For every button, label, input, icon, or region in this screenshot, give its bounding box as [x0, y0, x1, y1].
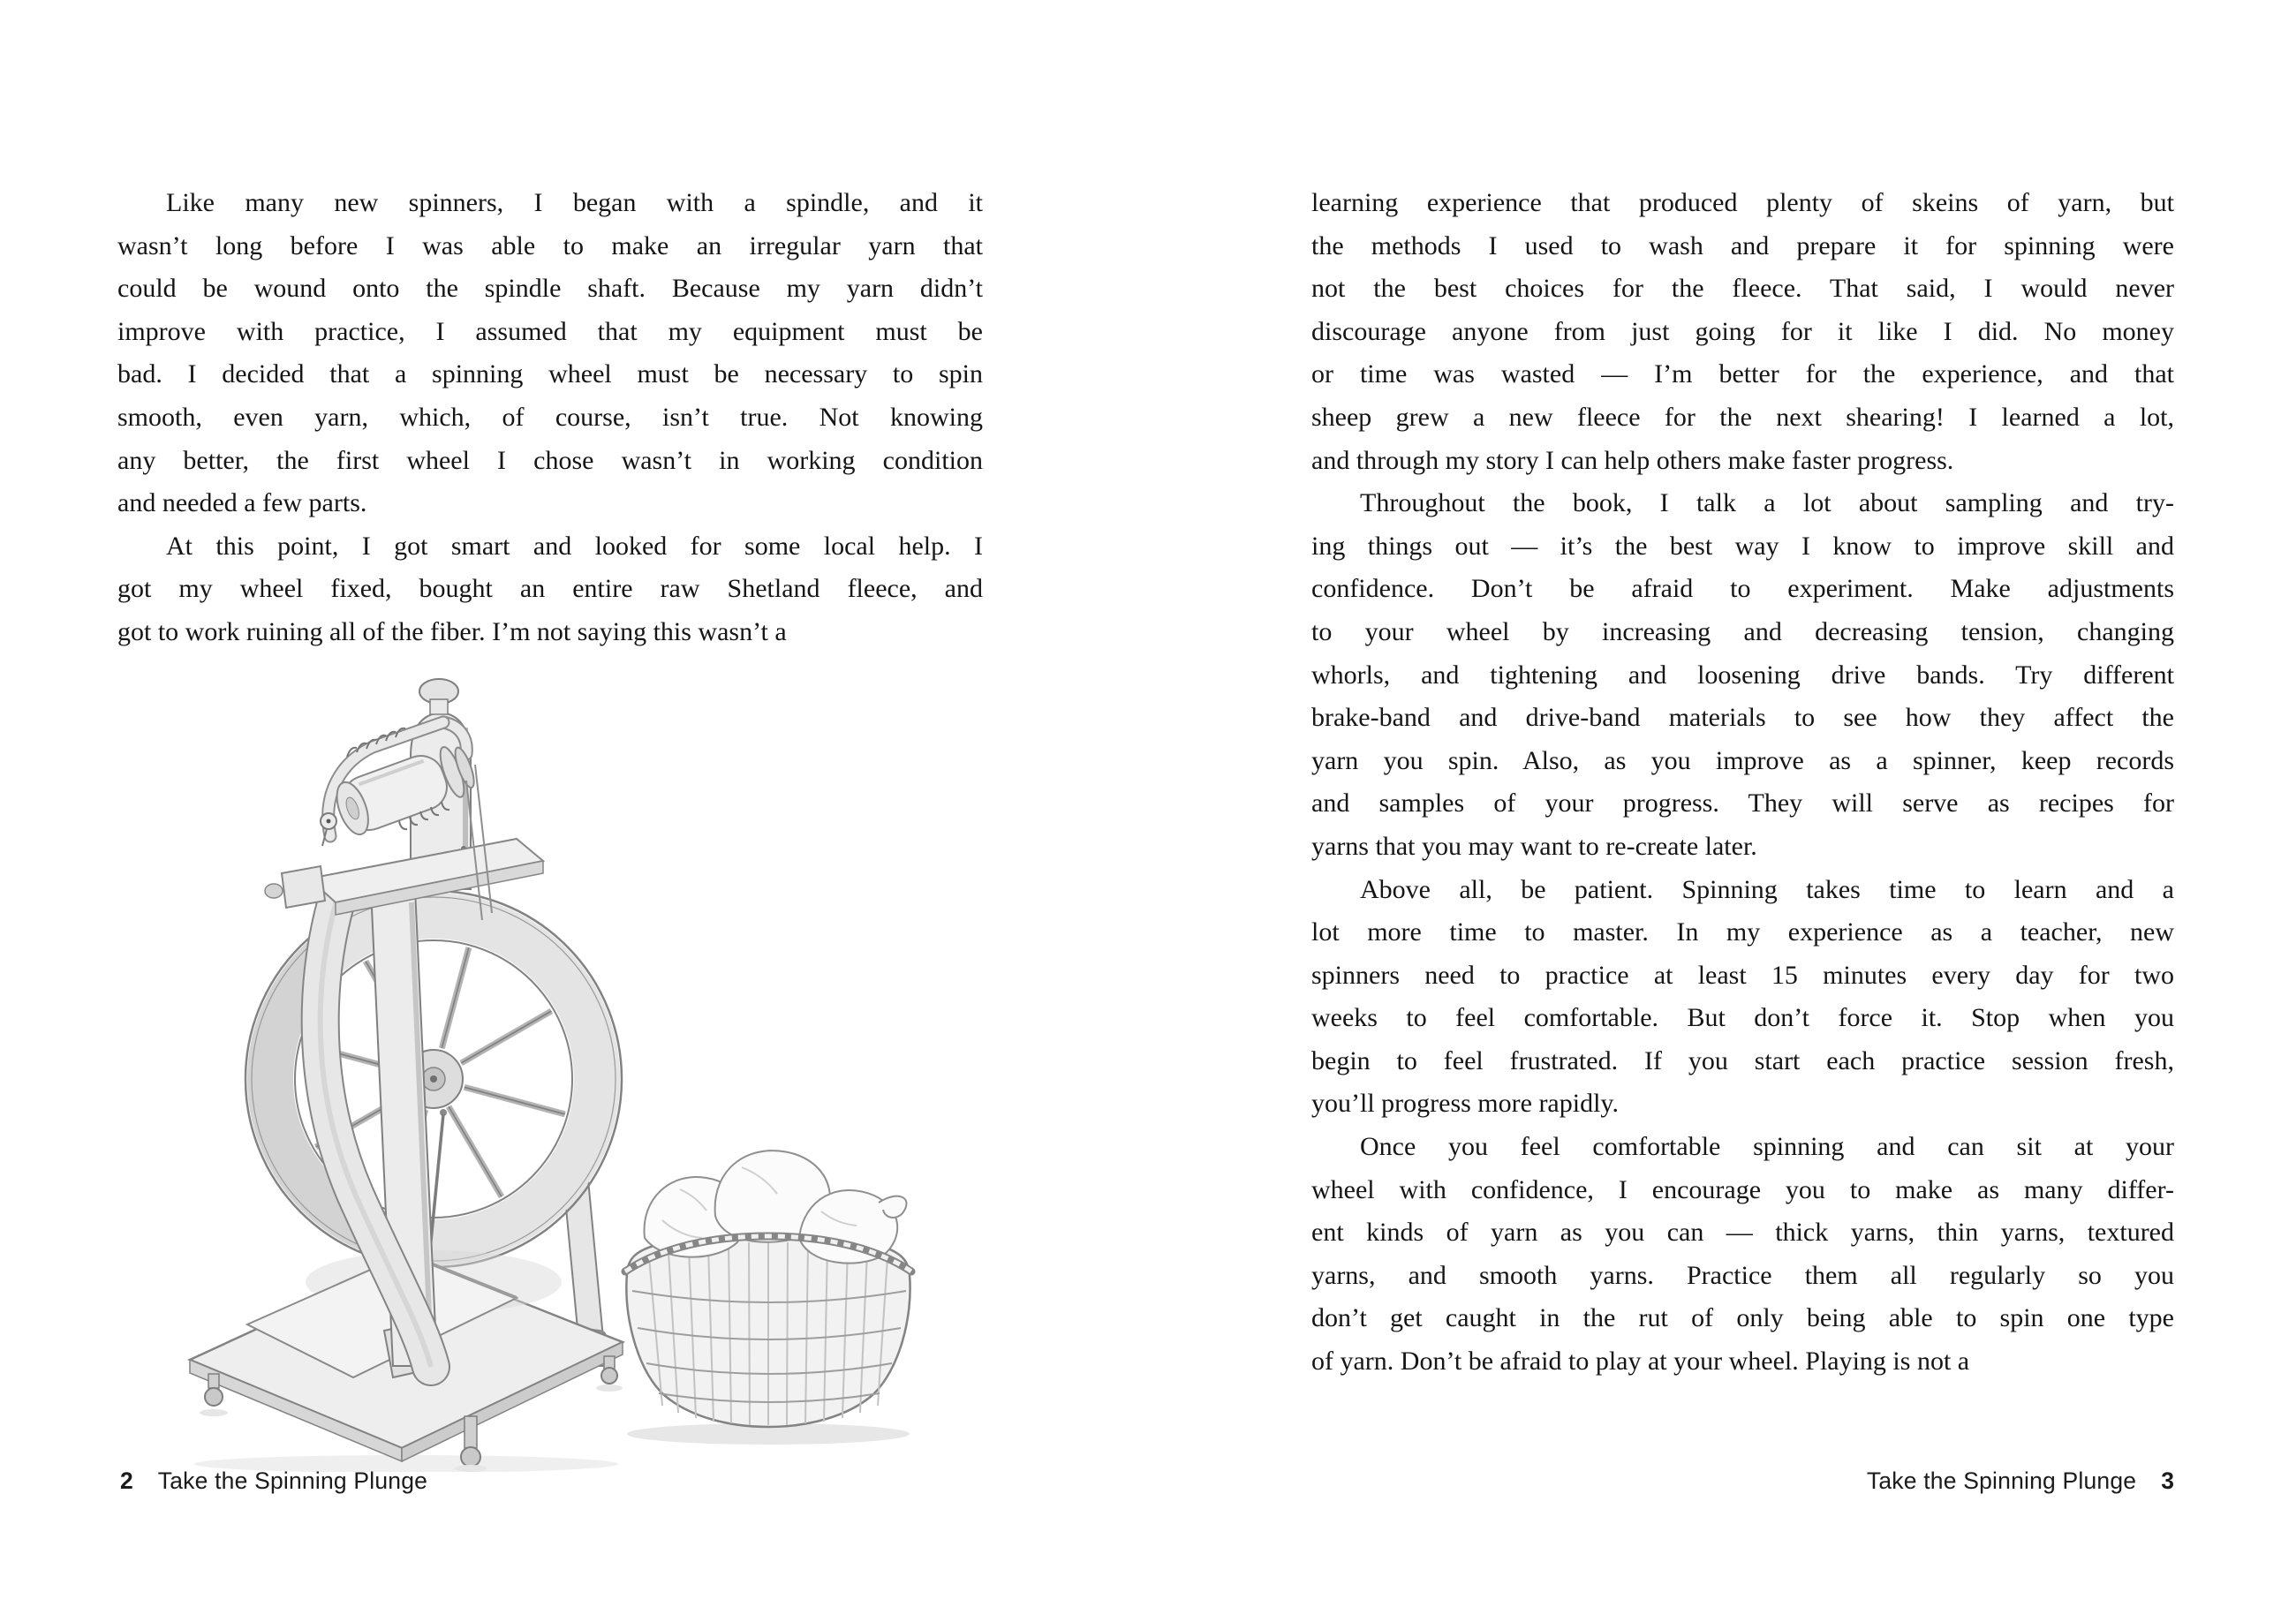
- text-line: yarns that you may want to re-create later.: [1311, 831, 1757, 861]
- text-line: weeks to feel comfortable. But don’t force it. Stop when you: [1311, 1003, 2174, 1033]
- text-line: Throughout the book, I talk a lot about sampling and try-: [1360, 488, 2174, 518]
- text-line: smooth, even yarn, which, of course, isn’t true. Not knowing: [117, 402, 983, 432]
- text-line: sheep grew a new fleece for the next shearing! I learned a lot,: [1311, 402, 2174, 432]
- text-line: Like many new spinners, I began with a spindle, and it: [166, 188, 983, 217]
- text-line: begin to feel frustrated. If you start each practice session fresh,: [1311, 1045, 2174, 1075]
- text-line: ent kinds of yarn as you can — thick yarns, thin yarns, textured: [1311, 1218, 2174, 1248]
- text-line: and samples of your progress. They will serve as recipes for: [1311, 788, 2174, 819]
- tension-knob: [265, 884, 283, 898]
- right-page-text: [1311, 182, 2174, 1384]
- text-line: yarns, and smooth yarns. Practice them all regularly so you: [1311, 1260, 2174, 1290]
- right-page-footer: [1867, 1467, 2174, 1495]
- text-line: yarn you spin. Also, as you improve as a spinner, keep records: [1311, 745, 2174, 775]
- ball-foot: [601, 1368, 617, 1384]
- text-line: ing things out — it’s the best way I know to improve skill and: [1311, 531, 2174, 561]
- running-footer-title: Take the Spinning Plunge: [1866, 1467, 2137, 1494]
- wool-basket: [625, 1151, 911, 1445]
- left-page-text: [117, 182, 983, 654]
- text-line: bad. I decided that a spinning wheel must be necessary to spin: [117, 359, 983, 389]
- left-page-footer: [120, 1467, 427, 1495]
- text-line: the methods I used to wash and prepare it for spinning were: [1311, 230, 2174, 260]
- text-line: learning experience that produced plenty of skeins of yarn, but: [1311, 188, 2174, 217]
- text-line: got my wheel fixed, bought an entire raw Shetland fleece, and: [117, 574, 983, 604]
- text-line: any better, the first wheel I chose wasn’t in working condition: [117, 445, 983, 475]
- text-line: wasn’t long before I was able to make an irregular yarn that: [117, 230, 983, 260]
- text-line: whorls, and tightening and loosening drive bands. Try different: [1311, 660, 2174, 690]
- text-line: lot more time to master. In my experience as a teacher, new: [1311, 917, 2174, 947]
- page-number: 2: [120, 1467, 133, 1494]
- text-line: not the best choices for the fleece. That said, I would never: [1311, 274, 2174, 304]
- drive-wheel: [245, 891, 622, 1267]
- text-line: of yarn. Don’t be afraid to play at your wheel. Playing is not a: [1311, 1347, 1970, 1377]
- text-line: and through my story I can help others make faster progress.: [1311, 445, 1954, 475]
- ball-foot: [461, 1447, 480, 1467]
- page-number: 3: [2161, 1467, 2174, 1494]
- text-line: Above all, be patient. Spinning takes time to learn and a: [1360, 874, 2174, 904]
- text-line: you’ll progress more rapidly.: [1311, 1089, 1619, 1119]
- text-line: brake-band and drive-band materials to see how they affect the: [1311, 703, 2174, 733]
- ball-foot: [205, 1388, 223, 1406]
- text-line: confidence. Don’t be afraid to experiment. Make adjustments: [1311, 574, 2174, 604]
- text-line: to your wheel by increasing and decreasing tension, changing: [1311, 616, 2174, 646]
- text-line: wheel with confidence, I encourage you to make as many differ-: [1311, 1174, 2174, 1204]
- text-line: discourage anyone from just going for it like I did. No money: [1311, 316, 2174, 346]
- text-line: don’t get caught in the rut of only being able to spin one type: [1311, 1303, 2174, 1333]
- text-line: and needed a few parts.: [117, 488, 367, 518]
- running-footer-title: Take the Spinning Plunge: [157, 1467, 428, 1494]
- text-line: Once you feel comfortable spinning and can sit at your: [1360, 1132, 2174, 1162]
- text-line: improve with practice, I assumed that my equipment must be: [117, 316, 983, 346]
- text-line: got to work ruining all of the fiber. I’m not saying this wasn’t a: [117, 616, 787, 646]
- text-line: could be wound onto the spindle shaft. Because my yarn didn’t: [117, 274, 983, 304]
- spinning-wheel-illustration: [132, 673, 945, 1472]
- text-line: spinners need to practice at least 15 minutes every day for two: [1311, 960, 2174, 990]
- text-line: At this point, I got smart and looked for some local help. I: [166, 531, 983, 561]
- text-line: or time was wasted — I’m better for the experience, and that: [1311, 359, 2174, 389]
